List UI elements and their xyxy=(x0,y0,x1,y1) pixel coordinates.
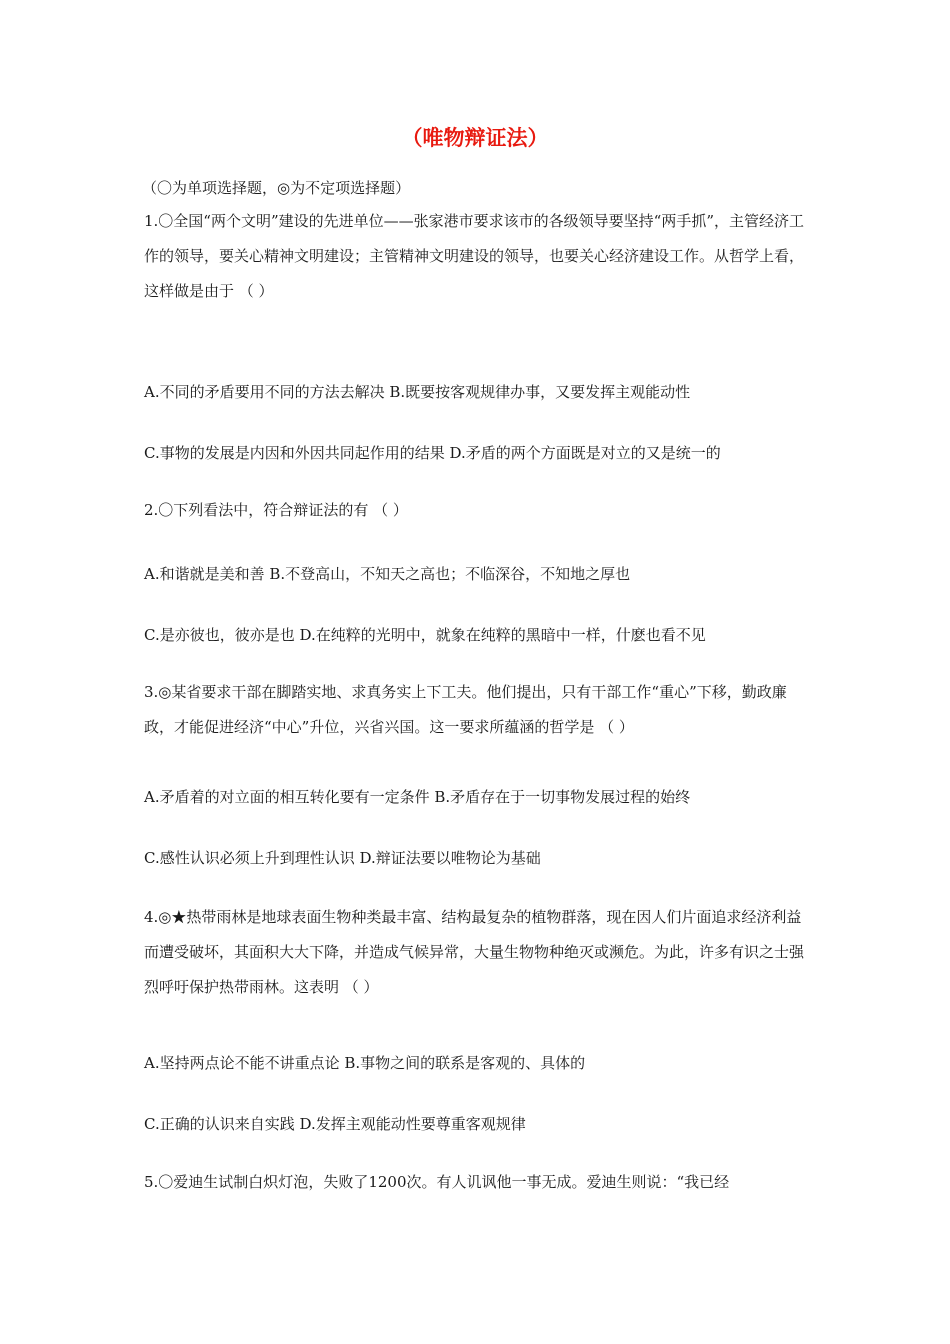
question-1-options-ab: A.不同的矛盾要用不同的方法去解决 B.既要按客观规律办事，又要发挥主观能动性 xyxy=(144,383,691,401)
question-4-options-ab: A.坚持两点论不能不讲重点论 B.事物之间的联系是客观的、具体的 xyxy=(144,1054,586,1072)
question-2-stem: 2.〇下列看法中，符合辩证法的有 （ ） xyxy=(144,501,408,519)
question-4-options-cd: C.正确的认识来自实践 D.发挥主观能动性要尊重客观规律 xyxy=(144,1115,526,1133)
page-title: （唯物辩证法） xyxy=(401,126,549,150)
question-3-stem: 3.◎某省要求干部在脚踏实地、求真务实上下工夫。他们提出，只有干部工作“重心”下移，勤政廉政，才能促进经济“中心”升位，兴省兴国。这一要求所蕴涵的哲学是 （ ） xyxy=(144,683,787,736)
question-2-options-ab: A.和谐就是美和善 B.不登高山，不知天之高也；不临深谷，不知地之厚也 xyxy=(144,565,631,583)
question-type-note: （〇为单项选择题，◎为不定项选择题） xyxy=(142,179,411,197)
question-1-options-cd: C.事物的发展是内因和外因共同起作用的结果 D.矛盾的两个方面既是对立的又是统一的 xyxy=(144,444,721,462)
question-5-stem: 5.〇爱迪生试制白炽灯泡，失败了1200次。有人讥讽他一事无成。爱迪生则说：“我已经 xyxy=(144,1173,730,1191)
question-1-stem: 1.〇全国“两个文明”建设的先进单位——张家港市要求该市的各级领导要坚持“两手抓”，主管经济工作的领导，要关心精神文明建设；主管精神文明建设的领导，也要关心经济建设工作。从哲学上看，这样做是由于 （ ） xyxy=(144,212,805,300)
question-4-stem: 4.◎★热带雨林是地球表面生物种类最丰富、结构最复杂的植物群落，现在因人们片面追求经济利益而遭受破坏，其面积大大下降，并造成气候异常，大量生物物种绝灭或濒危。为此，许多有识之士强烈呼吁保护热带雨林。这表明 （ ） xyxy=(144,908,805,996)
question-3-options-ab: A.矛盾着的对立面的相互转化要有一定条件 B.矛盾存在于一切事物发展过程的始终 xyxy=(144,788,691,806)
question-2-options-cd: C.是亦彼也，彼亦是也 D.在纯粹的光明中，就象在纯粹的黑暗中一样，什麽也看不见 xyxy=(144,626,706,644)
question-3-options-cd: C.感性认识必须上升到理性认识 D.辩证法要以唯物论为基础 xyxy=(144,849,541,867)
